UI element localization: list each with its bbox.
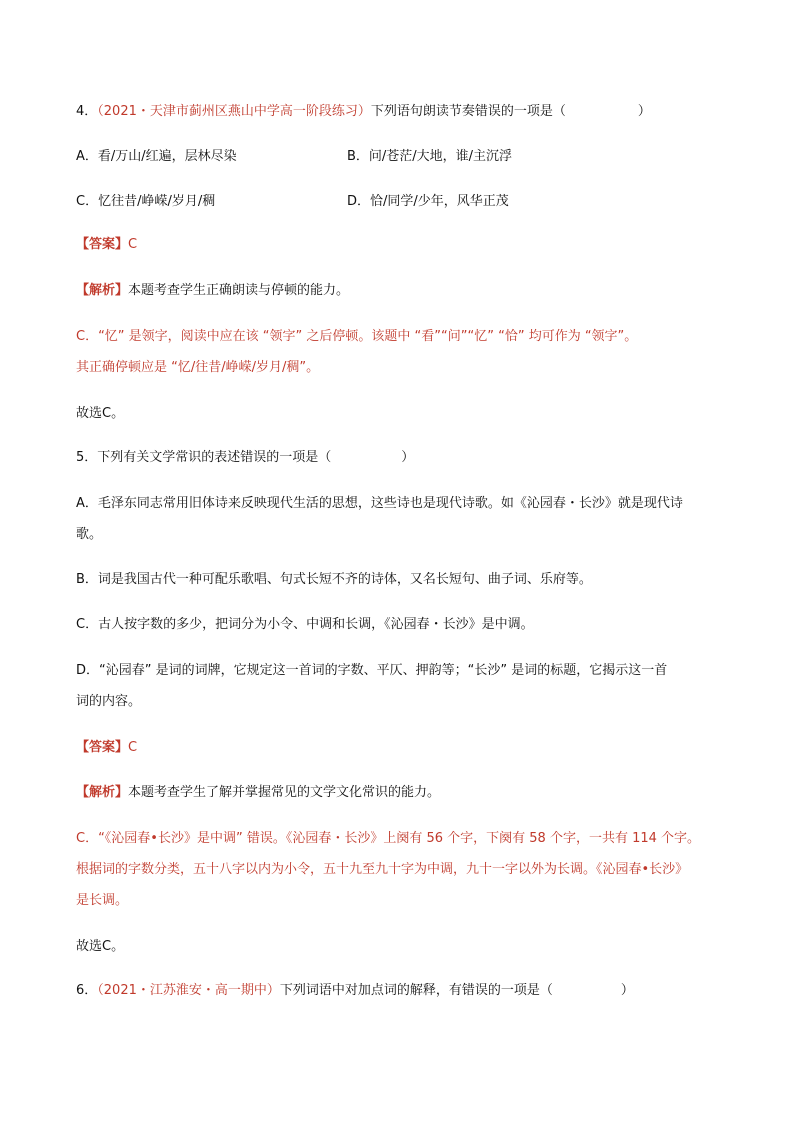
q5-conclusion: 故选C。	[76, 939, 125, 954]
q5-analysis-text: 本题考查学生了解并掌握常见的文学文化常识的能力。	[128, 785, 441, 800]
q4-option-d: D．恰/同学/少年，风华正茂	[347, 194, 509, 209]
q4-answer-value: C	[128, 237, 138, 252]
q4-explain-line-2: 其正确停顿应是 “忆/往昔/峥嵘/岁月/稠”。	[76, 360, 320, 375]
q4-conclusion: 故选C。	[76, 406, 125, 421]
q6-stem-text: 下列词语中对加点词的解释，有错误的一项是（	[279, 983, 553, 998]
q4-options-row-2	[76, 192, 215, 212]
q4-answer	[76, 235, 137, 255]
q4-number: 4．	[76, 104, 98, 119]
q5-option-d-line-2: 词的内容。	[76, 694, 142, 709]
q5-option-a-line-2: 歌。	[76, 527, 103, 542]
q4-paren-close: ）	[637, 104, 651, 119]
q4-option-b: B．问/苍茫/大地，谁/主沉浮	[347, 149, 513, 164]
q5-explain-line-1: C．“《沁园春•长沙》是中调” 错误。《沁园春・长沙》上阕有 56 个字，下阕有 58 个字，一共有 114 个字。	[76, 831, 701, 846]
q4-analysis	[76, 281, 349, 301]
q4-option-b-wrap	[347, 147, 512, 167]
q5-option-d-line-1: D．“沁园春” 是词的词牌，它规定这一首词的字数、平仄、押韵等；“长沙” 是词的标题，它揭示这一首	[76, 663, 668, 678]
q5-option-b: B．词是我国古代一种可配乐歌唱、句式长短不齐的诗体，又名长短句、曲子词、乐府等。	[76, 572, 592, 587]
q4-option-c: C．忆往昔/峥嵘/岁月/稠	[76, 194, 216, 209]
q4-explain-line-1: C．“忆” 是领字，阅读中应在该 “领字” 之后停顿。该题中 “看”“问”“忆” “恰” 均可作为 “领字”。	[76, 329, 638, 344]
q5-analysis	[76, 783, 440, 803]
q4-stem-text: 下列语句朗读节奏错误的一项是（	[370, 104, 566, 119]
q5-explain-line-3: 是长调。	[76, 893, 129, 908]
q4-options-row-1	[76, 147, 237, 167]
q5-stem	[76, 448, 414, 468]
q5-option-a-line-1: A．毛泽东同志常用旧体诗来反映现代生活的思想，这些诗也是现代诗歌。如《沁园春・长沙》就是现代诗	[76, 496, 683, 511]
q4-stem	[76, 102, 651, 122]
q5-explain-line-2: 根据词的字数分类，五十八字以内为小令，五十九至九十字为中调，九十一字以外为长调。《沁园春•长沙》	[76, 862, 689, 877]
q5-answer-label: 【答案】	[76, 740, 129, 755]
q4-option-d-wrap	[347, 192, 509, 212]
q5-stem-text: 5．下列有关文学常识的表述错误的一项是（	[76, 450, 332, 465]
q5-option-c: C．古人按字数的多少，把词分为小令、中调和长调，《沁园春・长沙》是中调。	[76, 617, 534, 632]
q4-option-a: A．看/万山/红遍，层林尽染	[76, 149, 237, 164]
q5-answer-value: C	[128, 740, 138, 755]
q6-source: （2021・江苏淮安・高一期中）	[97, 983, 280, 998]
q6-number: 6．	[76, 983, 98, 998]
q5-paren-close: ）	[401, 450, 415, 465]
q4-analysis-label: 【解析】	[76, 283, 129, 298]
q6-stem	[76, 981, 634, 1001]
q4-answer-label: 【答案】	[76, 237, 129, 252]
q5-answer	[76, 738, 137, 758]
q4-source: （2021・天津市蓟州区燕山中学高一阶段练习）	[97, 104, 371, 119]
q5-analysis-label: 【解析】	[76, 785, 129, 800]
q6-paren-close: ）	[620, 983, 634, 998]
q4-analysis-text: 本题考查学生正确朗读与停顿的能力。	[128, 283, 350, 298]
